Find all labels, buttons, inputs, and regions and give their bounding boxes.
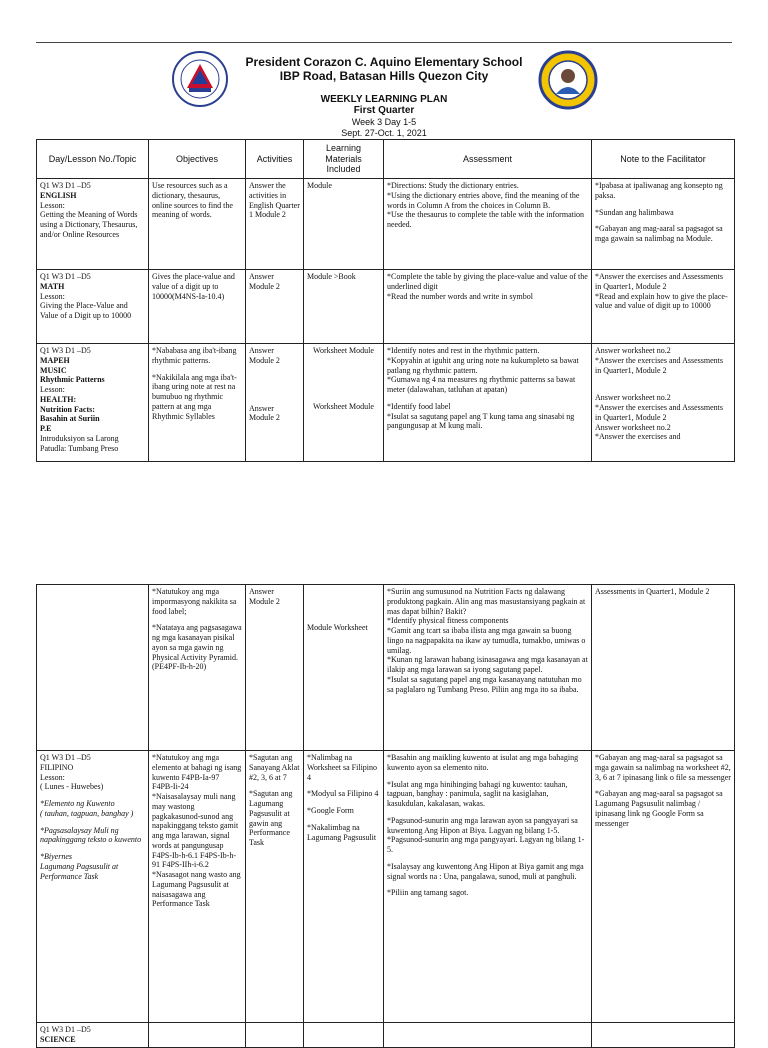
health-cont-objectives: *Natutukoy ang mga impormasyong nakikita sa food label; *Natataya ang pagsasagawa ng mga kasanayan pisikal ayon sa mga gawin ng Physical Activity Pyramid. (PE4PF-Ib-h-20) xyxy=(149,585,246,751)
table-row-science xyxy=(37,1023,735,1048)
math-activities: Answer Module 2 xyxy=(246,270,304,344)
table-row-filipino xyxy=(37,751,735,1023)
mapeh-note: Answer worksheet no.2 *Answer the exercises and Assessments in Quarter1, Module 2 Answer worksheet no.2 *Answer the exercises and Assessments in Quarter1, Module 2 Answer worksheet no.2 *Answer the exercises and xyxy=(592,344,735,462)
table-header-row xyxy=(37,140,735,179)
english-note: *Ipabasa at ipaliwanag ang konsepto ng paksa. *Sundan ang halimbawa *Gabayan ang mag-aaral sa pagsagot sa mga gawain sa nalimbag na Module. xyxy=(592,179,735,270)
col-header-materials: Learning Materials Included xyxy=(304,140,384,179)
science-day-cell: Q1 W3 D1 –D5 SCIENCE xyxy=(37,1023,149,1048)
filipino-activities: *Sagutan ang Sanayang Aklat #2, 3, 6 at 7 *Sagutan ang Lagumang Pagsusulit at gawin ang Performance Task xyxy=(246,751,304,1023)
col-header-objectives: Objectives xyxy=(149,140,246,179)
mapeh-objectives: *Nababasa ang iba't-ibang rhythmic patterns. *Nakikilala ang mga iba't-ibang uring note at rest na bumubuo ng rhythmic pattern at ang mga Rhythmic Syllables xyxy=(149,344,246,462)
health-cont-note: Assessments in Quarter1, Module 2 xyxy=(592,585,735,751)
subject-filipino: FILIPINO xyxy=(40,762,74,772)
filipino-day-cell: Q1 W3 D1 –D5 FILIPINO Lesson: ( Lunes - Huwebes) *Elemento ng Kuwento ( tauhan, tagpuan, banghay ) *Pagsasalaysay Muli ng napakinggang teksto o kuwento *Biyernes Lagumang Pagsusulit at Performance Task xyxy=(37,751,149,1023)
english-assessment: *Directions: Study the dictionary entries. *Using the dictionary entries above, find the meaning of the words in Column A from the choices in Column B. *Use the thesaurus to complete the table with the information needed. xyxy=(384,179,592,270)
health-cont-activities: Answer Module 2 xyxy=(246,585,304,751)
filipino-note: *Gabayan ang mag-aaral sa pagsagot sa mga gawain sa nalimbag na worksheet #2, 3, 6 at 7 ipinasang link o file sa messenger *Gabayan ang mag-aaral sa pagsagot sa Lagumang Pagsusulit nalimbag / ipinasang link ng Google Form sa messenger xyxy=(592,751,735,1023)
col-header-note: Note to the Facilitator xyxy=(592,140,735,179)
math-assessment: *Complete the table by giving the place-value and value of the underlined digit *Read the number words and write in symbol xyxy=(384,270,592,344)
week-day-label: Week 3 Day 1-5 xyxy=(351,117,417,127)
mapeh-activities: Answer Module 2 Answer Module 2 xyxy=(246,344,304,462)
plan-title: WEEKLY LEARNING PLAN xyxy=(320,94,448,105)
english-topic: Getting the Meaning of Words using a Dictionary, Thesaurus, and/or Online Resources xyxy=(40,210,138,239)
math-topic: Giving the Place-Value and Value of a Digit up to 10000 xyxy=(40,301,132,320)
filipino-objectives: *Natutukoy ang mga elemento at bahagi ng isang kuwento F4PB-Ia-97 F4PB-Ii-24 *Naisasalaysay muli nang may wastong pagkakasunod-sunod ang napakinggang teksto gamit ang mga larawan, signal words at pangungusap F4PS-Ib-h-6.1 F4PS-Ib-h-91 F4PS-IIh-i-6.2 *Nasasagot nang wasto ang Lagumang Pagsusulit at naisasagawa ang Performance Task xyxy=(149,751,246,1023)
col-header-activities: Activities xyxy=(246,140,304,179)
col-header-day: Day/Lesson No./Topic xyxy=(37,140,149,179)
subject-english: ENGLISH xyxy=(40,190,77,200)
school-address: IBP Road, Batasan Hills Quezon City xyxy=(279,69,489,83)
table-row-english xyxy=(37,179,735,270)
top-rule xyxy=(36,42,732,43)
english-activities: Answer the activities in English Quarter 1 Module 2 xyxy=(246,179,304,270)
date-range: Sept. 27-Oct. 1, 2021 xyxy=(341,128,427,138)
table-row-mapeh xyxy=(37,344,735,462)
health-cont-assessment: *Suriin ang sumusunod na Nutrition Facts ng dalawang produktong pagkain. Alin ang mas masustansiyang pagkain at mas dapat bilhin? Bakit? *Identify physical fitness components *Gamit ang tcart sa ibaba ilista ang mga gawain sa buong lingo na nagpapakita na ikaw ay tumudla, tumakbo, umiwas o umilag. *Kunan ng larawan habang isinasagawa ang mga kasanayan at ilakip ang mga larawan sa iyong sagutang papel. *Isulat sa sagutang papel ang mga kasanayang natutuhan mo sa paglalaro ng Tumbang Preso. Piliin ang mga ito sa ibaba. xyxy=(384,585,592,751)
quarter-label: First Quarter xyxy=(353,105,415,116)
school-name: President Corazon C. Aquino Elementary School xyxy=(245,55,523,69)
mapeh-materials: Worksheet Module Worksheet Module xyxy=(304,344,384,462)
subject-science: SCIENCE xyxy=(40,1034,76,1044)
learning-plan-table-page-1 xyxy=(36,139,735,462)
math-objectives: Gives the place-value and value of a digit up to 10000(M4NS-Ia-10.4) xyxy=(149,270,246,344)
filipino-assessment: *Basahin ang maikling kuwento at isulat ang mga bahaging kuwento ayon sa elemento nito. *Isulat ang mga hinihinging bahagi ng kuwento: tauhan, tagpuan, banghay : panimula, saglit na kasiglahan, kasukdulan, kakalasan, wakas. *Pagsunod-sunurin ang mga larawan ayon sa pangyayari sa kuwentong Ang Hipon at Biya. Lagyan ng bilang 1-5. *Pagsunod-sunurin ang mga pangyayari. Lagyan ng bilang 1-5. *Isalaysay ang kuwentong Ang Hipon at Biya gamit ang mga signal words na : Una, pangalawa, sunod, muli at panghuli. *Piliin ang tamang sagot. xyxy=(384,751,592,1023)
health-cont-day-cell xyxy=(37,585,149,751)
table-row-math xyxy=(37,270,735,344)
english-objectives: Use resources such as a dictionary, thesaurus, online sources to find the meaning of words. xyxy=(149,179,246,270)
table-row-health-continued xyxy=(37,585,735,751)
col-header-assessment: Assessment xyxy=(384,140,592,179)
learning-plan-table-page-2 xyxy=(36,584,735,1048)
mapeh-day-cell: Q1 W3 D1 –D5 MAPEH MUSIC Rhythmic Patterns Lesson: HEALTH: Nutrition Facts: Basahin at Suriin P.E Introduksiyon sa Larong Patudla: Tumbang Preso xyxy=(37,344,149,462)
mapeh-assessment: *Identify notes and rest in the rhythmic pattern. *Kopyahin at iguhit ang uring note na kukumpleto sa bawat patlang ng rhythmic pattern. *Gumawa ng 4 na measures ng rhythmic patterns sa bawat meter (dalawahan, tatluhan at apatan) *Identify food label *Isulat sa sagutang papel ang T kung tama ang sinasabi ng pangungusap at M kung mali. xyxy=(384,344,592,462)
math-note: *Answer the exercises and Assessments in Quarter1, Module 2 *Read and explain how to give the place-value and value of digit up to 10000 xyxy=(592,270,735,344)
english-materials: Module xyxy=(304,179,384,270)
filipino-materials: *Nalimbag na Worksheet sa Filipino 4 *Modyul sa Filipino 4 *Google Form *Nakalimbag na Lagumang Pagsusulit xyxy=(304,751,384,1023)
subject-math: MATH xyxy=(40,281,65,291)
english-day-cell: Q1 W3 D1 –D5 ENGLISH Lesson: Getting the Meaning of Words using a Dictionary, Thesaurus, and/or Online Resources xyxy=(37,179,149,270)
health-cont-materials: Module Worksheet xyxy=(304,585,384,751)
math-materials: Module >Book xyxy=(304,270,384,344)
math-day-cell: Q1 W3 D1 –D5 MATH Lesson: Giving the Place-Value and Value of a Digit up to 10000 xyxy=(37,270,149,344)
subject-mapeh: MAPEH xyxy=(40,355,70,365)
